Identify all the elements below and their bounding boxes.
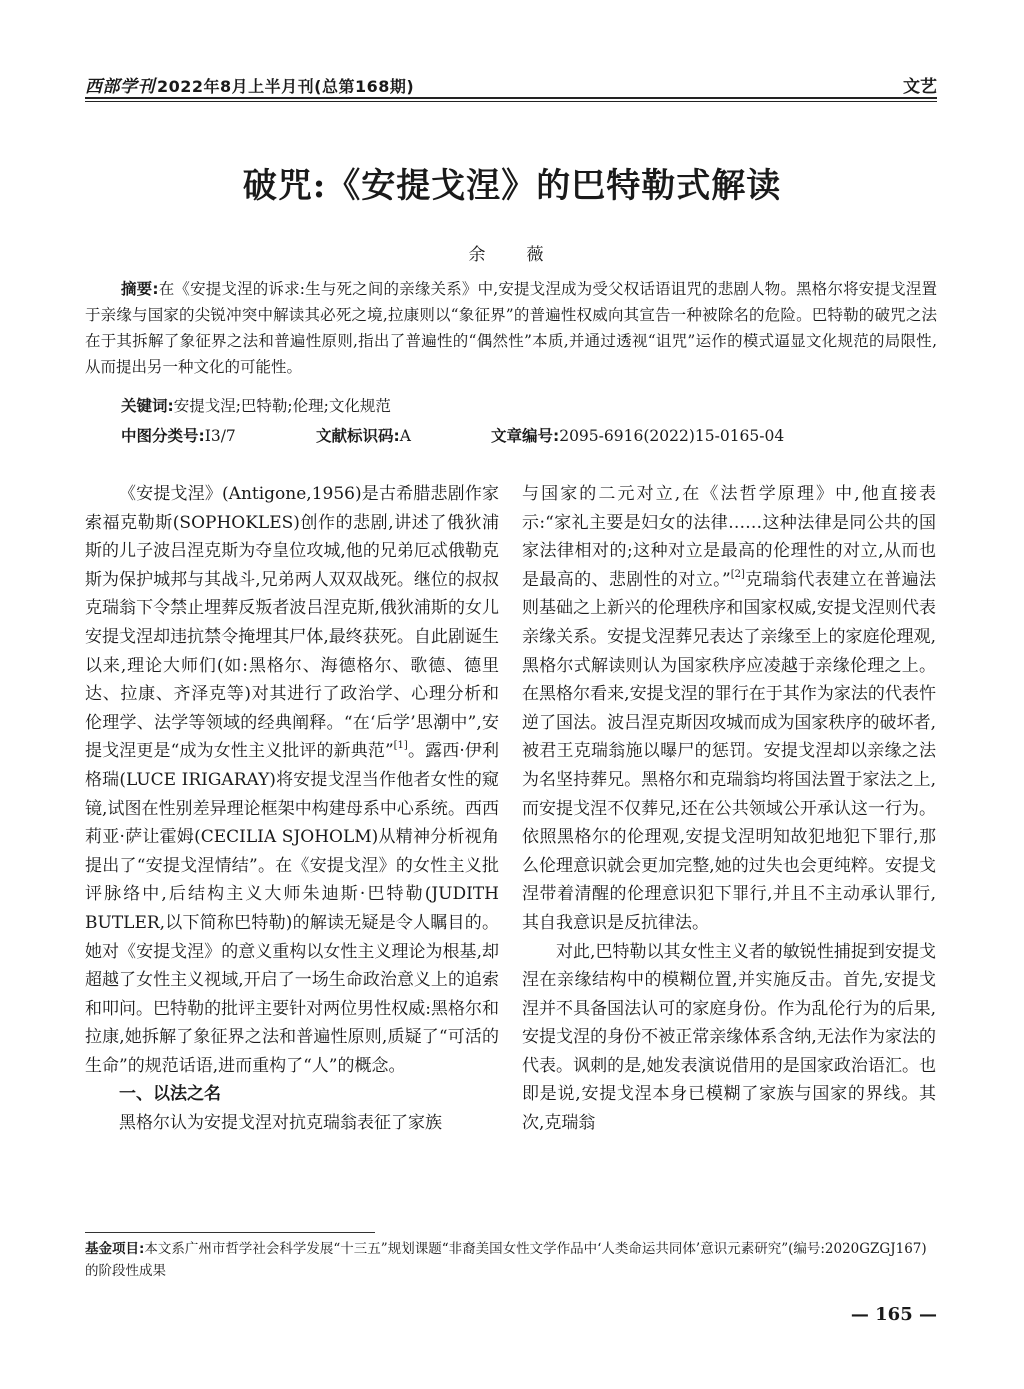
paragraph-text: 与国家的二元对立,在《法哲学原理》中,他直接表示:“家礼主要是妇女的法律……这种法律是同公共的国家法律相对的;这种对立是最高的伦理性的对立,从而也是最高的、悲剧性的对立。” — [522, 484, 936, 590]
header-rule-thin — [85, 101, 937, 102]
footnote-rule — [85, 1232, 375, 1233]
abstract-text: 在《安提戈涅的诉求:生与死之间的亲缘关系》中,安提戈涅成为受父权话语诅咒的悲剧人物。黑格尔将安提戈涅置于亲缘与国家的尖锐冲突中解读其必死之境,拉康则以“象征界”的普遍性权威向其宣告一种被除名的危险。巴特勒的破咒之法在于其拆解了象征界之法和普遍性原则,指出了普遍性的“偶然性”本质,并通过透视“诅咒”运作的模式逼显文化规范的局限性,从而提出另一种文化的可能性。 — [85, 280, 937, 376]
doc-code-value: A — [399, 427, 411, 445]
issue-info: 2022年8月上半月刊(总第168期) — [157, 77, 415, 96]
running-header — [85, 68, 937, 98]
journal-info — [85, 72, 414, 97]
paragraph-text: 。露西·伊利格瑞(LUCE IRIGARAY)将安提戈涅当作他者女性的窥镜,试图在性别差异理论框架中构建母系中心系统。西西莉亚·萨让霍姆(CECILIA SJOHOLM)从精神分析视角提出了“安提戈涅情结”。在《安提戈涅》的女性主义批评脉络中,后结构主义大师朱迪斯·巴特勒(JUDITH BUTLER,以下简称巴特勒)的解读无疑是令人瞩目的。她对《安提戈涅》的意义重构以女性主义理论为根基,却超越了女性主义视域,开启了一场生命政治意义上的追索和叩问。巴特勒的批评主要针对两位男性权威:黑格尔和拉康,她拆解了象征界之法和普遍性原则,质疑了“可活的生命”的规范话语,进而重构了“人”的概念。 — [85, 741, 499, 1076]
keywords — [121, 394, 391, 416]
paragraph-text: 《安提戈涅》(Antigone,1956)是古希腊悲剧作家索福克勒斯(SOPHOKLES)创作的悲剧,讲述了俄狄浦斯的儿子波吕涅克斯为夺皇位攻城,他的兄弟厄忒俄勒克斯为保护城邦与其战斗,兄弟两人双双战死。继位的叔叔克瑞翁下令禁止埋葬反叛者波吕涅克斯,俄狄浦斯的女儿安提戈涅却违抗禁令掩埋其尸体,最终获死。自此剧诞生以来,理论大师们(如:黑格尔、海德格尔、歌德、德里达、拉康、齐泽克等)对其进行了政治学、心理分析和伦理学、法学等领域的经典阐释。“在‘后学’思潮中”,安提戈涅更是“成为女性主义批评的新典范” — [85, 484, 499, 762]
keywords-text: 安提戈涅;巴特勒;伦理;文化规范 — [173, 397, 391, 415]
keywords-label: 关键词: — [121, 397, 174, 415]
article-number-item — [491, 424, 784, 446]
article-number-value: 2095-6916(2022)15-0165-04 — [559, 427, 785, 445]
doc-code-item — [316, 424, 491, 446]
paragraph: 黑格尔认为安提戈涅对抗克瑞翁表征了家族 — [119, 1113, 442, 1134]
article-title: 破咒:《安提戈涅》的巴特勒式解读 — [242, 166, 782, 206]
abstract — [85, 276, 937, 380]
body-column-right — [522, 480, 936, 1138]
classification-line — [121, 424, 841, 446]
clc-value: I3/7 — [204, 427, 236, 445]
paragraph-text: 克瑞翁代表建立在普遍法则基础之上新兴的伦理秩序和国家权威,安提戈涅则代表亲缘关系。安提戈涅葬兄表达了亲缘至上的家庭伦理观,黑格尔式解读则认为国家秩序应凌越于亲缘伦理之上。在黑格尔看来,安提戈涅的罪行在于其作为家法的代表忤逆了国法。波吕涅克斯因攻城而成为国家秩序的破坏者,被君王克瑞翁施以曝尸的惩罚。安提戈涅却以亲缘之法为名坚持葬兄。黑格尔和克瑞翁均将国法置于家法之上,而安提戈涅不仅葬兄,还在公共领域公开承认这一行为。依照黑格尔的伦理观,安提戈涅明知故犯地犯下罪行,那么伦理意识就会更加完整,她的过失也会更纯粹。安提戈涅带着清醒的伦理意识犯下罪行,并且不主动承认罪行,其自我意识是反抗律法。 — [522, 569, 936, 933]
paragraph — [522, 480, 936, 938]
author-name: 余 薇 — [468, 245, 556, 265]
citation-ref: [2] — [730, 568, 745, 580]
clc-label: 中图分类号: — [121, 427, 205, 445]
abstract-label: 摘要: — [121, 280, 159, 298]
paragraph — [85, 480, 499, 1080]
section-tag: 文艺 — [903, 77, 937, 97]
body-column-left — [85, 480, 499, 1138]
funding-note — [85, 1238, 937, 1282]
journal-logo: 西部学刊 — [85, 77, 155, 97]
paragraph: 对此,巴特勒以其女性主义者的敏锐性捕捉到安提戈涅在亲缘结构中的模糊位置,并实施反击。首先,安提戈涅并不具备国法认可的家庭身份。作为乱伦行为的后果,安提戈涅的身份不被正常亲缘体系含纳,无法作为家法的代表。讽刺的是,她发表演说借用的是国家政治语汇。也即是说,安提戈涅本身已模糊了家族与国家的界线。其次,克瑞翁 — [522, 941, 936, 1134]
funding-label: 基金项目: — [85, 1241, 145, 1257]
page-number: — 165 — — [850, 1304, 937, 1325]
doc-code-label: 文献标识码: — [316, 427, 400, 445]
funding-text: 本文系广州市哲学社会科学发展“十三五”规划课题“非裔美国女性文学作品中‘人类命运共同体’意识元素研究”(编号:2020GZGJ167)的阶段性成果 — [85, 1241, 927, 1279]
clc-item — [121, 424, 316, 446]
header-rule — [85, 97, 937, 99]
section-heading: 一、以法之名 — [119, 1084, 221, 1105]
article-number-label: 文章编号: — [491, 427, 560, 445]
citation-ref: [1] — [393, 740, 408, 752]
